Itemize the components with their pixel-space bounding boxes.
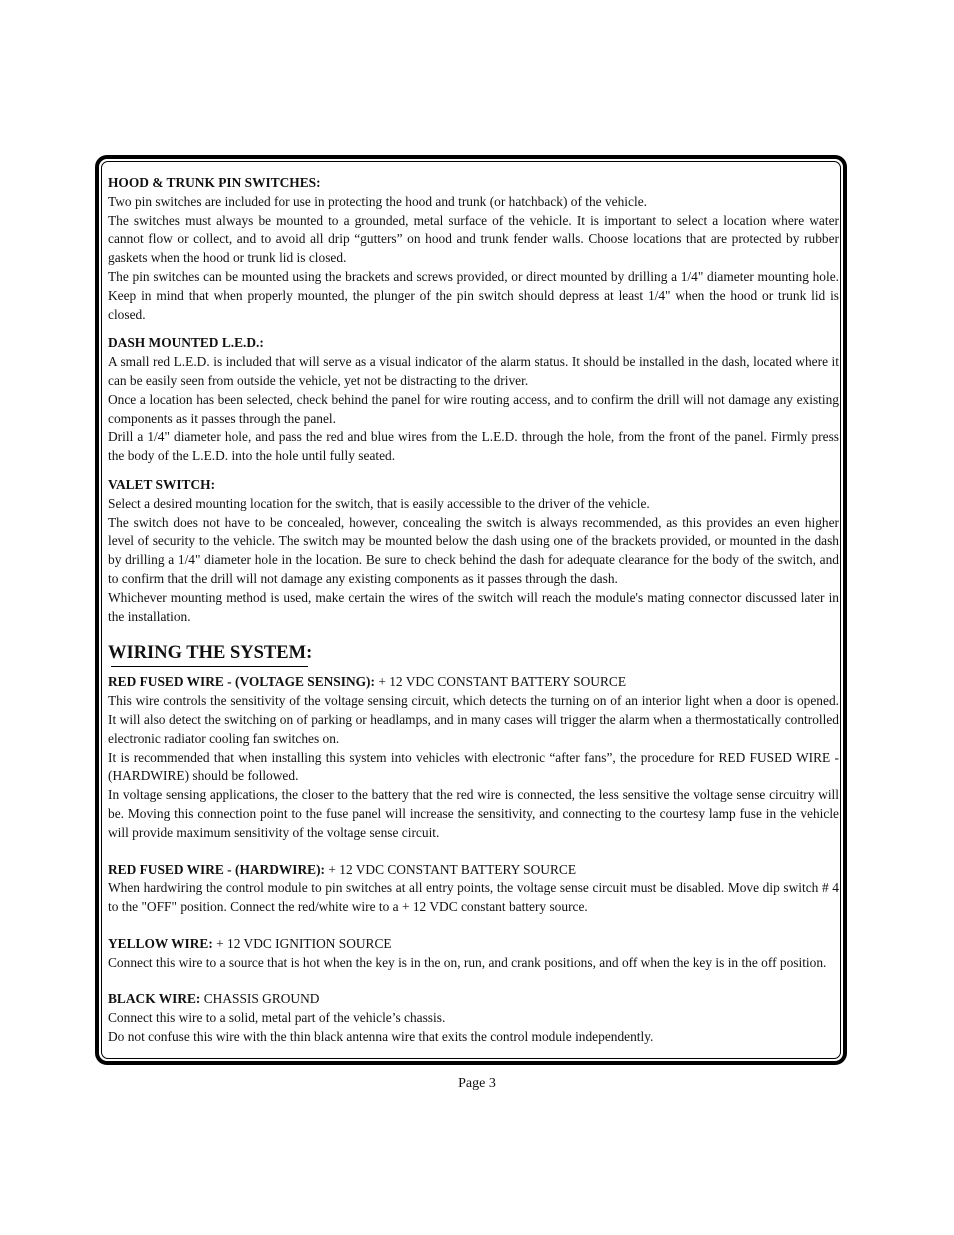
wire-heading xyxy=(108,673,839,692)
wire-label: YELLOW WIRE: xyxy=(108,935,213,951)
paragraph: Once a location has been selected, check behind the panel for wire routing access, and to confirm the drill will not damage any existing components as it passes through the panel. xyxy=(108,391,839,426)
section-valet-switch xyxy=(108,476,839,626)
paragraph: This wire controls the sensitivity of the voltage sensing circuit, which detects the turning on of an interior light when a door is opened. It will also detect the switching on of parking or headlamps, and in many cases will trigger the alarm when a thermostatically controlled electronic radiator cooling fan switches on. xyxy=(108,693,839,746)
paragraph: Do not confuse this wire with the thin black antenna wire that exits the control module independently. xyxy=(108,1029,654,1045)
section-heading: HOOD & TRUNK PIN SWITCHES: xyxy=(108,175,321,190)
wire-heading xyxy=(108,935,839,954)
wire-source: + 12 VDC CONSTANT BATTERY SOURCE xyxy=(325,861,577,877)
wire-heading xyxy=(108,990,839,1009)
title-underline xyxy=(111,666,308,667)
wire-source: + 12 VDC IGNITION SOURCE xyxy=(212,935,392,951)
wire-source: CHASSIS GROUND xyxy=(200,991,320,1007)
paragraph: Connect this wire to a solid, metal part of the vehicle’s chassis. xyxy=(108,1010,446,1026)
wire-black xyxy=(108,990,839,1046)
wire-source: + 12 VDC CONSTANT BATTERY SOURCE xyxy=(374,674,626,690)
paragraph: Select a desired mounting location for the switch, that is easily accessible to the driver of the vehicle. xyxy=(108,495,650,511)
paragraph: Drill a 1/4" diameter hole, and pass the red and blue wires from the L.E.D. through the hole, from the front of the panel. Firmly press the body of the L.E.D. into the hole until fully seated. xyxy=(108,429,839,464)
wire-label: RED FUSED WIRE - (VOLTAGE SENSING): xyxy=(108,674,375,690)
section-heading: DASH MOUNTED L.E.D.: xyxy=(108,335,264,351)
paragraph: The pin switches can be mounted using the brackets and screws provided, or direct mounted by drilling a 1/4" diameter mounting hole. Keep in mind that when properly mounted, the plunger of the pin switch should depress at least 1/4" when the hood or trunk lid is closed. xyxy=(108,268,839,322)
paragraph: The switches must always be mounted to a grounded, metal surface of the vehicle. It is important to select a location where water cannot flow or collect, and to avoid all drip “gutters” on hood and trunk fender walls. Choose locations that are protected by rubber gaskets when the hood or trunk lid is closed. xyxy=(108,212,839,266)
paragraph: Connect this wire to a source that is hot when the key is in the on, run, and crank positions, and off when the key is in the off position. xyxy=(108,954,827,970)
wire-label: RED FUSED WIRE - (HARDWIRE): xyxy=(108,861,325,877)
wire-red-hardwire xyxy=(108,861,839,917)
wiring-title: WIRING THE SYSTEM: xyxy=(108,643,313,664)
page-number: Page 3 xyxy=(458,1076,496,1091)
wire-yellow xyxy=(108,935,839,973)
paragraph: A small red L.E.D. is included that will serve as a visual indicator of the alarm status. It should be installed in the dash, located where it can be easily seen from outside the vehicle, yet not be distracting to the driver. xyxy=(108,354,839,388)
section-dash-led xyxy=(108,334,839,466)
section-hood-trunk xyxy=(108,174,839,324)
section-heading: VALET SWITCH: xyxy=(108,476,216,492)
wire-label: BLACK WIRE: xyxy=(108,991,201,1007)
paragraph: Two pin switches are included for use in protecting the hood and trunk (or hatchback) of the vehicle. xyxy=(108,193,647,209)
page-content xyxy=(108,174,839,1047)
paragraph: The switch does not have to be concealed, however, concealing the switch is always recommended, as this provides an even higher level of security to the vehicle. The switch may be mounted below the dash using one of the brackets provided, or mounted in the dash by drilling a 1/4" diameter hole in the location. Be sure to check behind the dash for adequate clearance for the body of the switch, and to confirm that the drill will not damage any existing components as it passes through the dash. xyxy=(108,514,839,586)
paragraph: Whichever mounting method is used, make certain the wires of the switch will reach the module's mating connector discussed later in the installation. xyxy=(108,589,839,624)
wire-heading xyxy=(108,861,839,880)
paragraph: In voltage sensing applications, the closer to the battery that the red wire is connected, the less sensitive the voltage sense circuitry will be. Moving this connection point to the fuse panel will increase the sensitivity, and connecting to the courtesy lamp fuse in the vehicle will provide maximum sensitivity of the voltage sense circuit. xyxy=(108,787,839,840)
paragraph: When hardwiring the control module to pin switches at all entry points, the voltage sense circuit must be disabled. Move dip switch # 4 to the "OFF" position. Connect the red/white wire to a + 12 VDC constant battery source. xyxy=(108,880,839,915)
wire-red-voltage-sensing xyxy=(108,673,839,842)
paragraph: It is recommended that when installing this system into vehicles with electronic “after fans”, the procedure for RED FUSED WIRE - (HARDWIRE) should be followed. xyxy=(108,749,839,784)
